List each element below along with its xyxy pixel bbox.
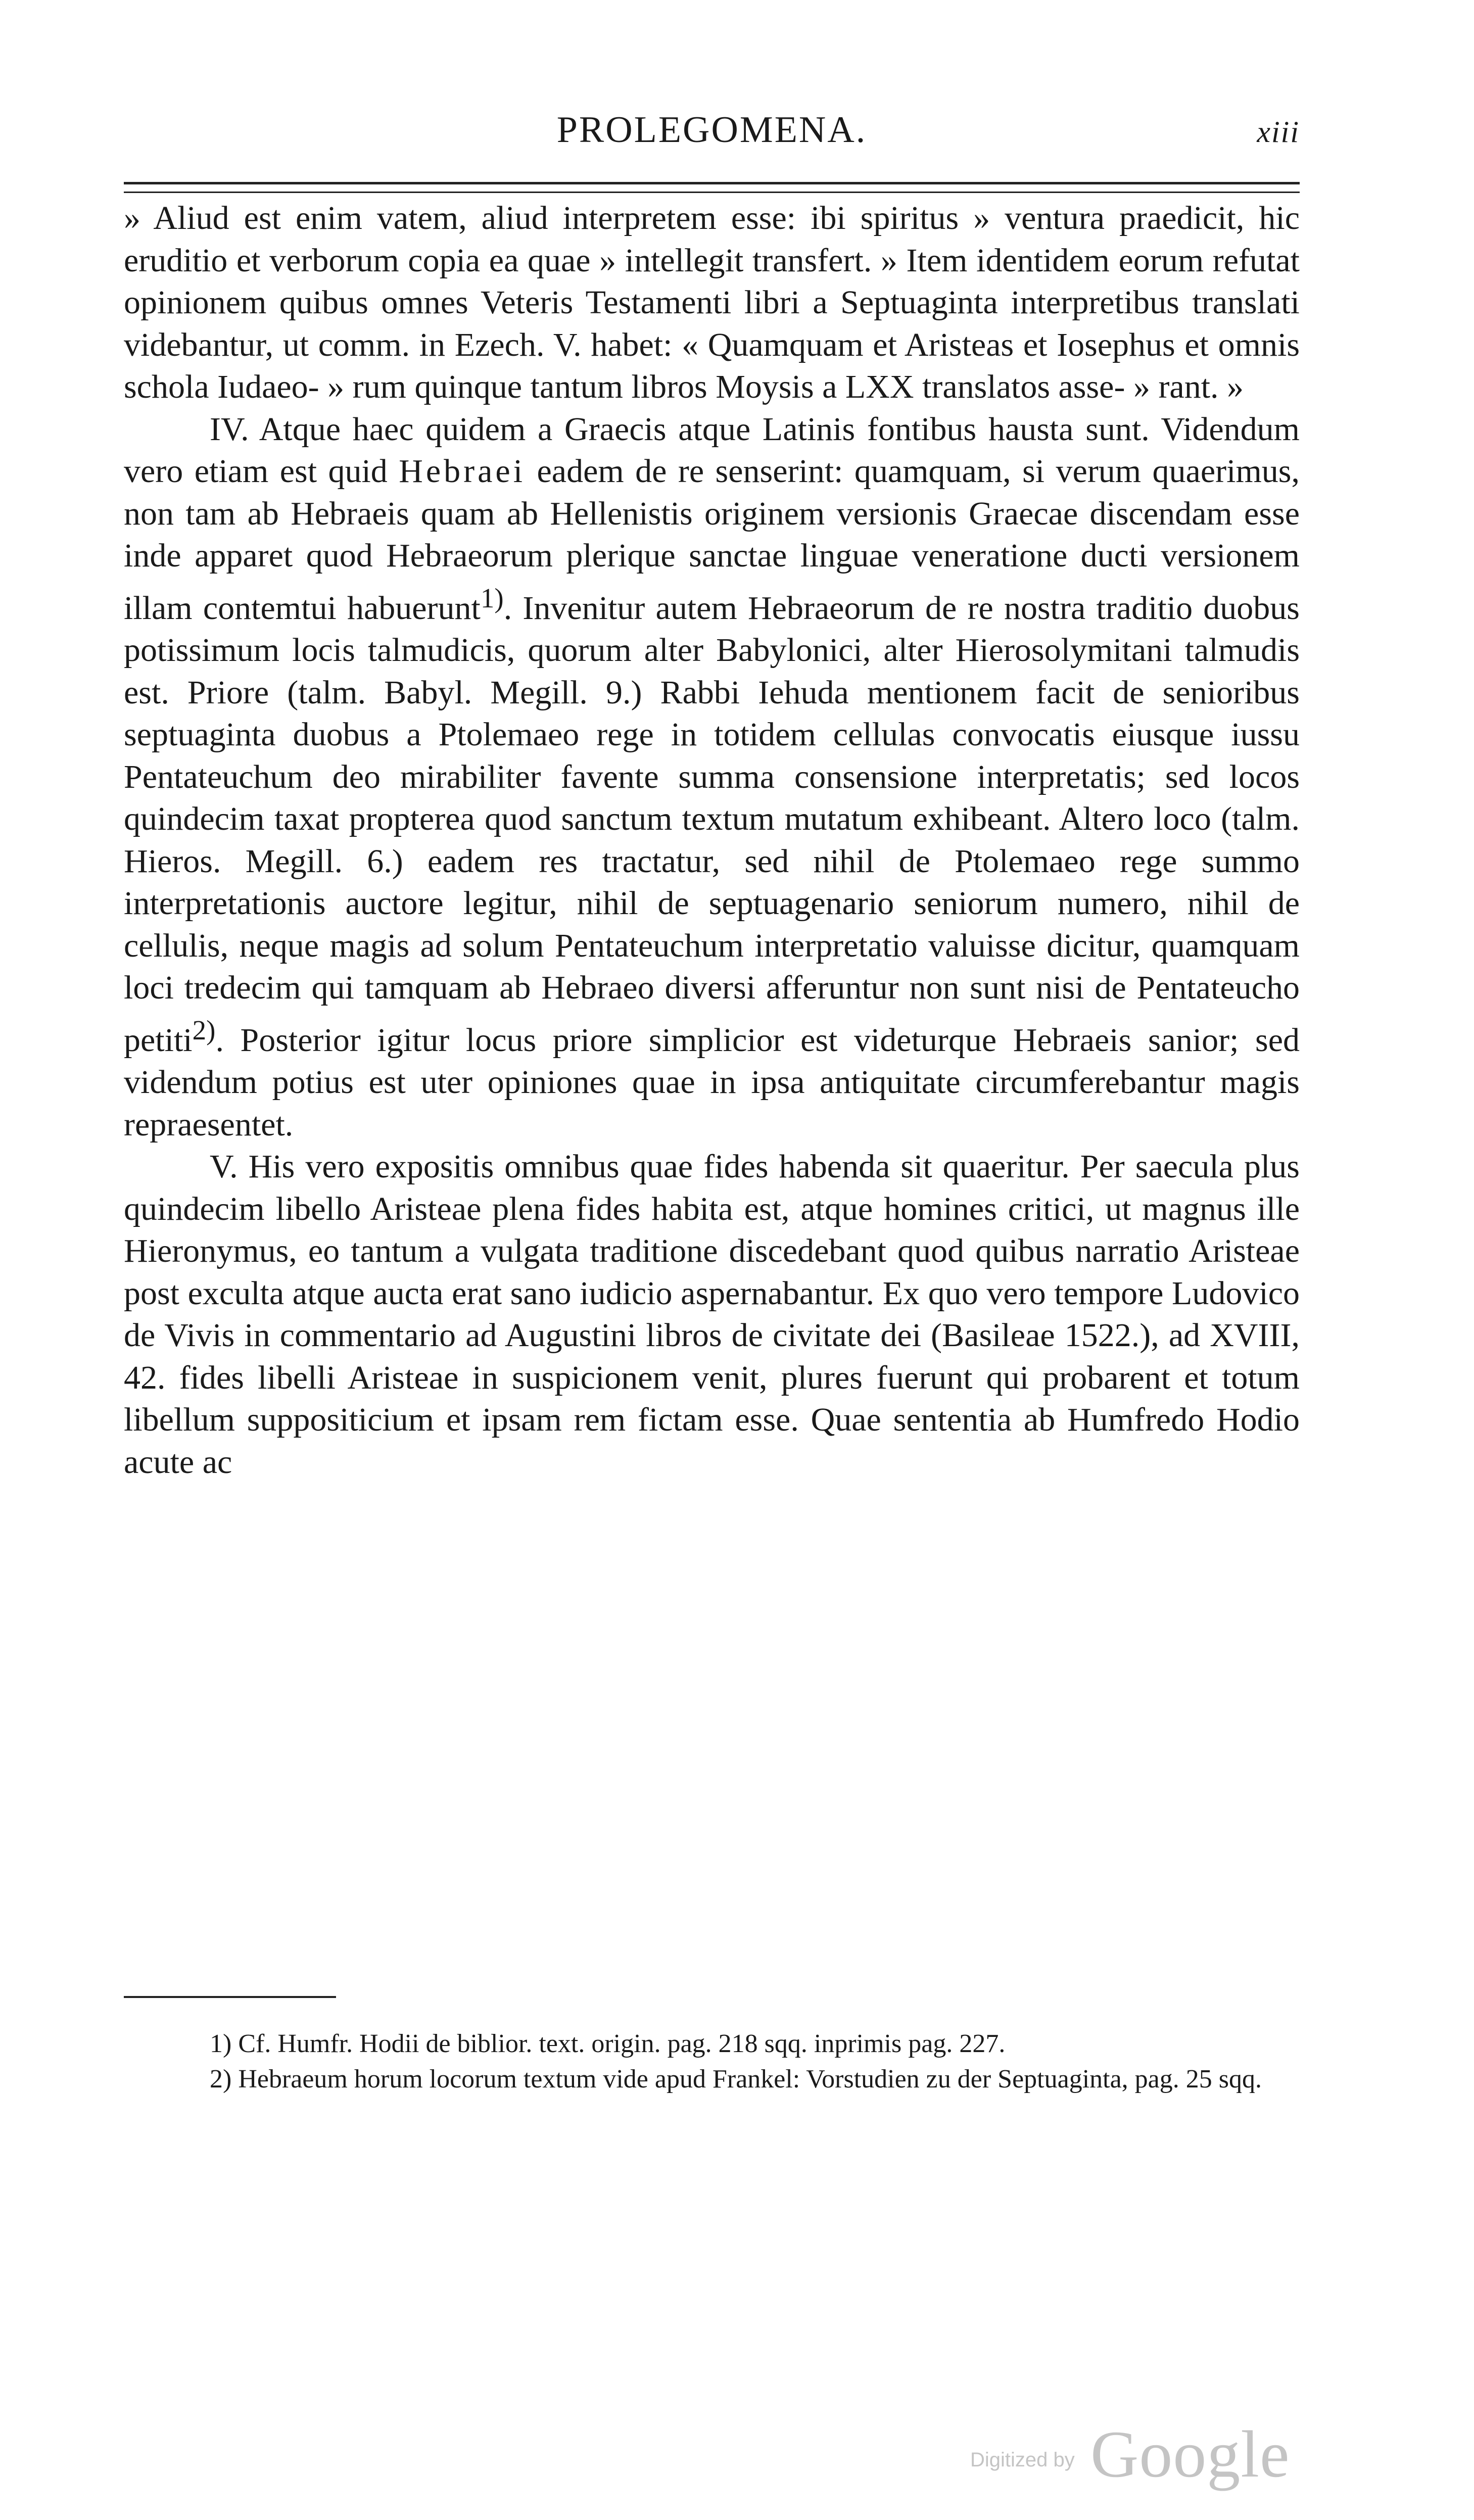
paragraph-section-iv [124,408,1300,1146]
page-number: xiii [1257,115,1300,149]
footnotes [124,2026,1300,2097]
paragraph-iv-text-4: . Posterior igitur locus priore simplicior est videturque Hebraeis sanior; sed videndum potius est uter opiniones quae in ipsa antiquitate circumferebantur magis repraesentet. [124,1021,1300,1143]
footnote-ref-2[interactable]: 2) [192,1014,216,1045]
header-double-rule [124,182,1300,193]
running-header [124,104,1300,169]
main-text [124,197,1300,1483]
running-title: PROLEGOMENA. [556,109,867,151]
paragraph-iv-text-1: IV. Atque haec quidem a Graecis atque Latinis fontibus hausta sunt. Videndum vero etiam est quid [124,410,1300,490]
footnote-separator-rule [124,1996,336,1998]
digitized-by-google-watermark [970,2415,1294,2491]
paragraph-quote-continuation: » Aliud est enim vatem, aliud interpretem esse: ibi spiritus » ventura praedicit, hic eruditio et verborum copia ea quae » intellegit transfert. » Item identidem eorum refutat opinionem quibus omnes Veteris Testamenti libri a Septuaginta interpretibus translati videbantur, ut comm. in Ezech. V. habet: « Quamquam et Aristeas et Iosephus et omnis schola Iudaeo- » rum quinque tantum libros Moysis a LXX translatos asse- » rant. » [124,200,1300,405]
google-logo: Google [1090,2417,1290,2491]
footnote-ref-1[interactable]: 1) [480,582,504,613]
spaced-word-hebraei: Hebraei [399,453,526,490]
paragraph-iv-text-2: eadem de re senserint: quamquam, si verum quaerimus, non tam ab Hebraeis quam ab Hellenistis originem versionis Graecae discendam esse inde apparet quod Hebraeorum plerique sanctae linguae veneratione ducti versionem illam contemtui habuerunt [124,453,1300,627]
footnote-1: 1) Cf. Humfr. Hodii de biblior. text. origin. pag. 218 sqq. inprimis pag. 227. [210,2029,1006,2058]
paragraph-section-v: V. His vero expositis omnibus quae fides habenda sit quaeritur. Per saecula plus quindecim libello Aristeae plena fides habita est, atque homines critici, ut magnus ille Hieronymus, eo tantum a vulgata traditione discedebant quod quibus narratio Aristeae post exculta atque aucta erat sano iudicio aspernabantur. Ex quo vero tempore Ludovico de Vivis in commentario ad Augustini libros de civitate dei (Basileae 1522.), ad XVIII, 42. fides libelli Aristeae in suspicionem venit, plures fuerunt qui probarent et totum libellum suppositicium et ipsam rem fictam esse. Quae sententia ab Humfredo Hodio acute ac [124,1148,1300,1481]
watermark-prefix: Digitized by [970,2449,1075,2471]
paragraph-iv-text-3: . Invenitur autem Hebraeorum de re nostra traditio duobus potissimum locis talmudicis, quorum alter Babylonici, alter Hierosolymitani talmudis est. Priore (talm. Babyl. Megill. 9.) Rabbi Iehuda mentionem facit de senioribus septuaginta duobus a Ptolemaeo rege in totidem cellulas convocatis eiusque iussu Pentateuchum deo mirabiliter favente summa consensione interpretatis; sed locos quindecim taxat propterea quod sanctum textum mutatum exhibeant. Altero loco (talm. Hieros. Megill. 6.) eadem res tractatur, sed nihil de Ptolemaeo rege summo interpretationis auctore legitur, nihil de septuagenario seniorum numero, nihil de cellulis, neque magis ad solum Pentateuchum interpretatio valuisse dicitur, quamquam loci tredecim qui tamquam ab Hebraeo diversi afferuntur non sunt nisi de Pentateucho petiti [124,589,1300,1059]
footnote-2: 2) Hebraeum horum locorum textum vide apud Frankel: Vorstudien zu der Septuaginta, pag. 25 sqq. [210,2065,1262,2094]
